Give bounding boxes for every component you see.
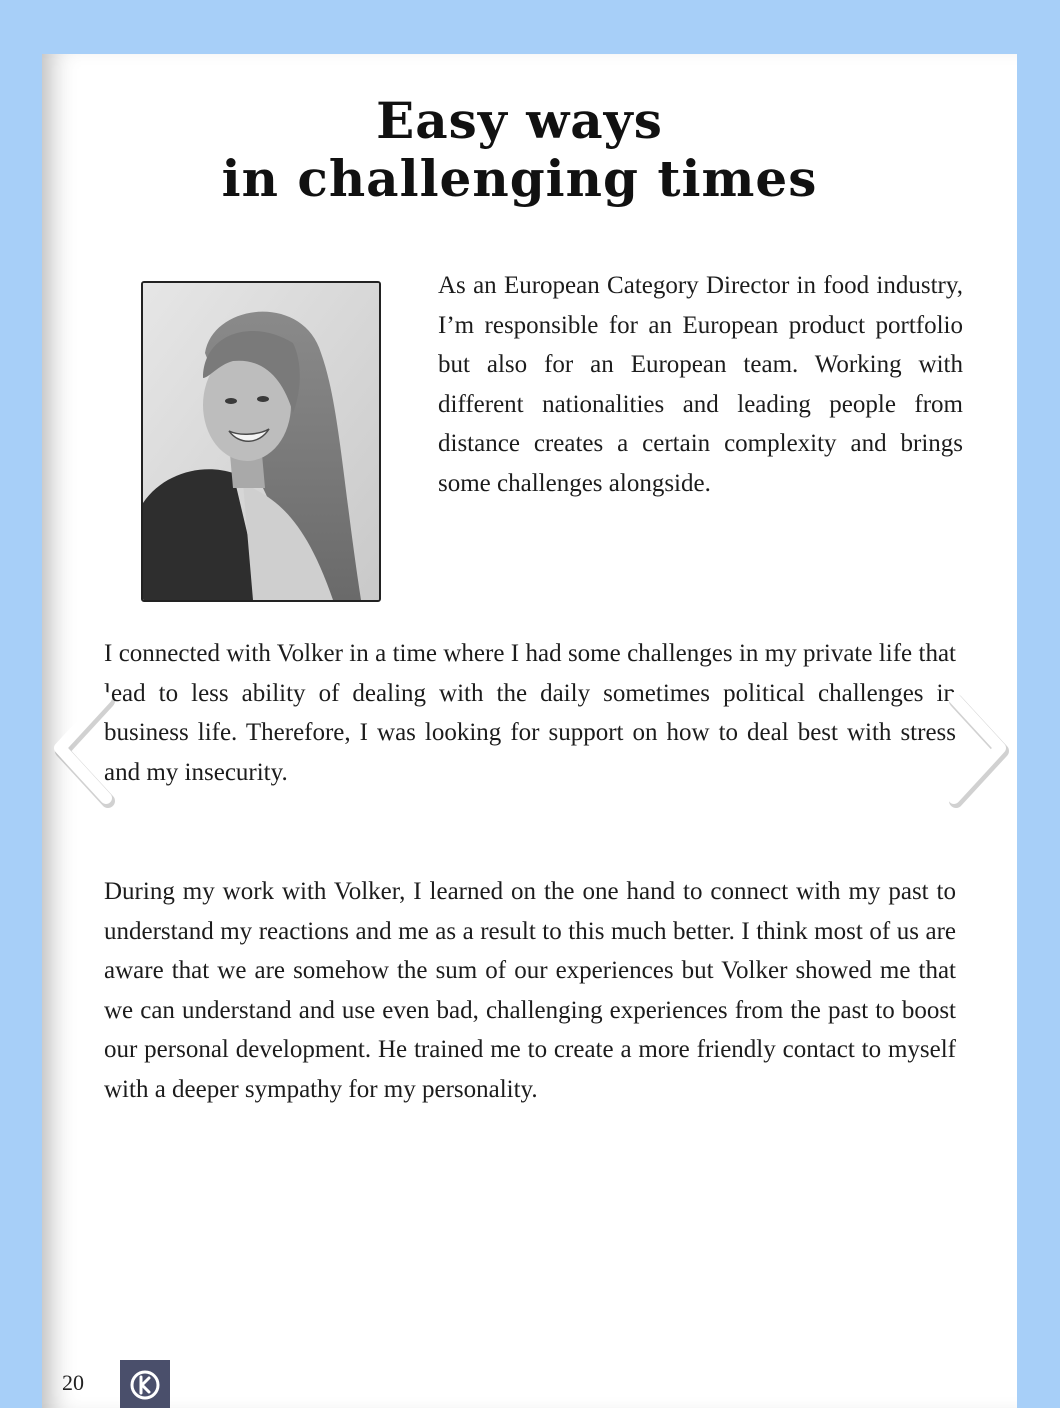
- title-line-1: Easy ways: [376, 91, 663, 150]
- previous-page-button[interactable]: [46, 690, 116, 810]
- intro-paragraph: As an European Category Director in food industry, I’m responsible for an European product portfolio but also for an European team. Working with different nationalities and leading people from distance creates a certain complexity and brings some challenges alongside.: [438, 272, 963, 497]
- chevron-right-icon: [944, 690, 1014, 810]
- portrait-photo: [141, 281, 381, 602]
- body-paragraph-3: During my work with Volker, I learned on the one hand to connect with my past to understand my reactions and me as a result to this much better. I think most of us are aware that we are somehow the sum of our experiences but Volker showed me that we can understand and use even bad, challenging experiences from the past to boost our personal development. He trained me to create a more friendly contact to myself with a deeper sympathy for my personality.: [104, 878, 956, 1103]
- body-paragraph-2: I connected with Volker in a time where I had some challenges in my private life that lead to less ability of dealing with the daily sometimes political challenges in business life. Therefore, I was looking for support on how to deal best with stress and my insecurity.: [104, 640, 956, 786]
- chevron-left-icon: [46, 690, 116, 810]
- next-page-button[interactable]: [944, 690, 1014, 810]
- publisher-logo: [120, 1360, 170, 1408]
- title-line-2: in challenging times: [221, 149, 818, 208]
- page-title: [42, 92, 997, 208]
- portrait-image: [143, 283, 379, 600]
- document-page: [42, 54, 1017, 1408]
- page-number: 20: [62, 1370, 84, 1395]
- k-logo-icon: [128, 1368, 162, 1402]
